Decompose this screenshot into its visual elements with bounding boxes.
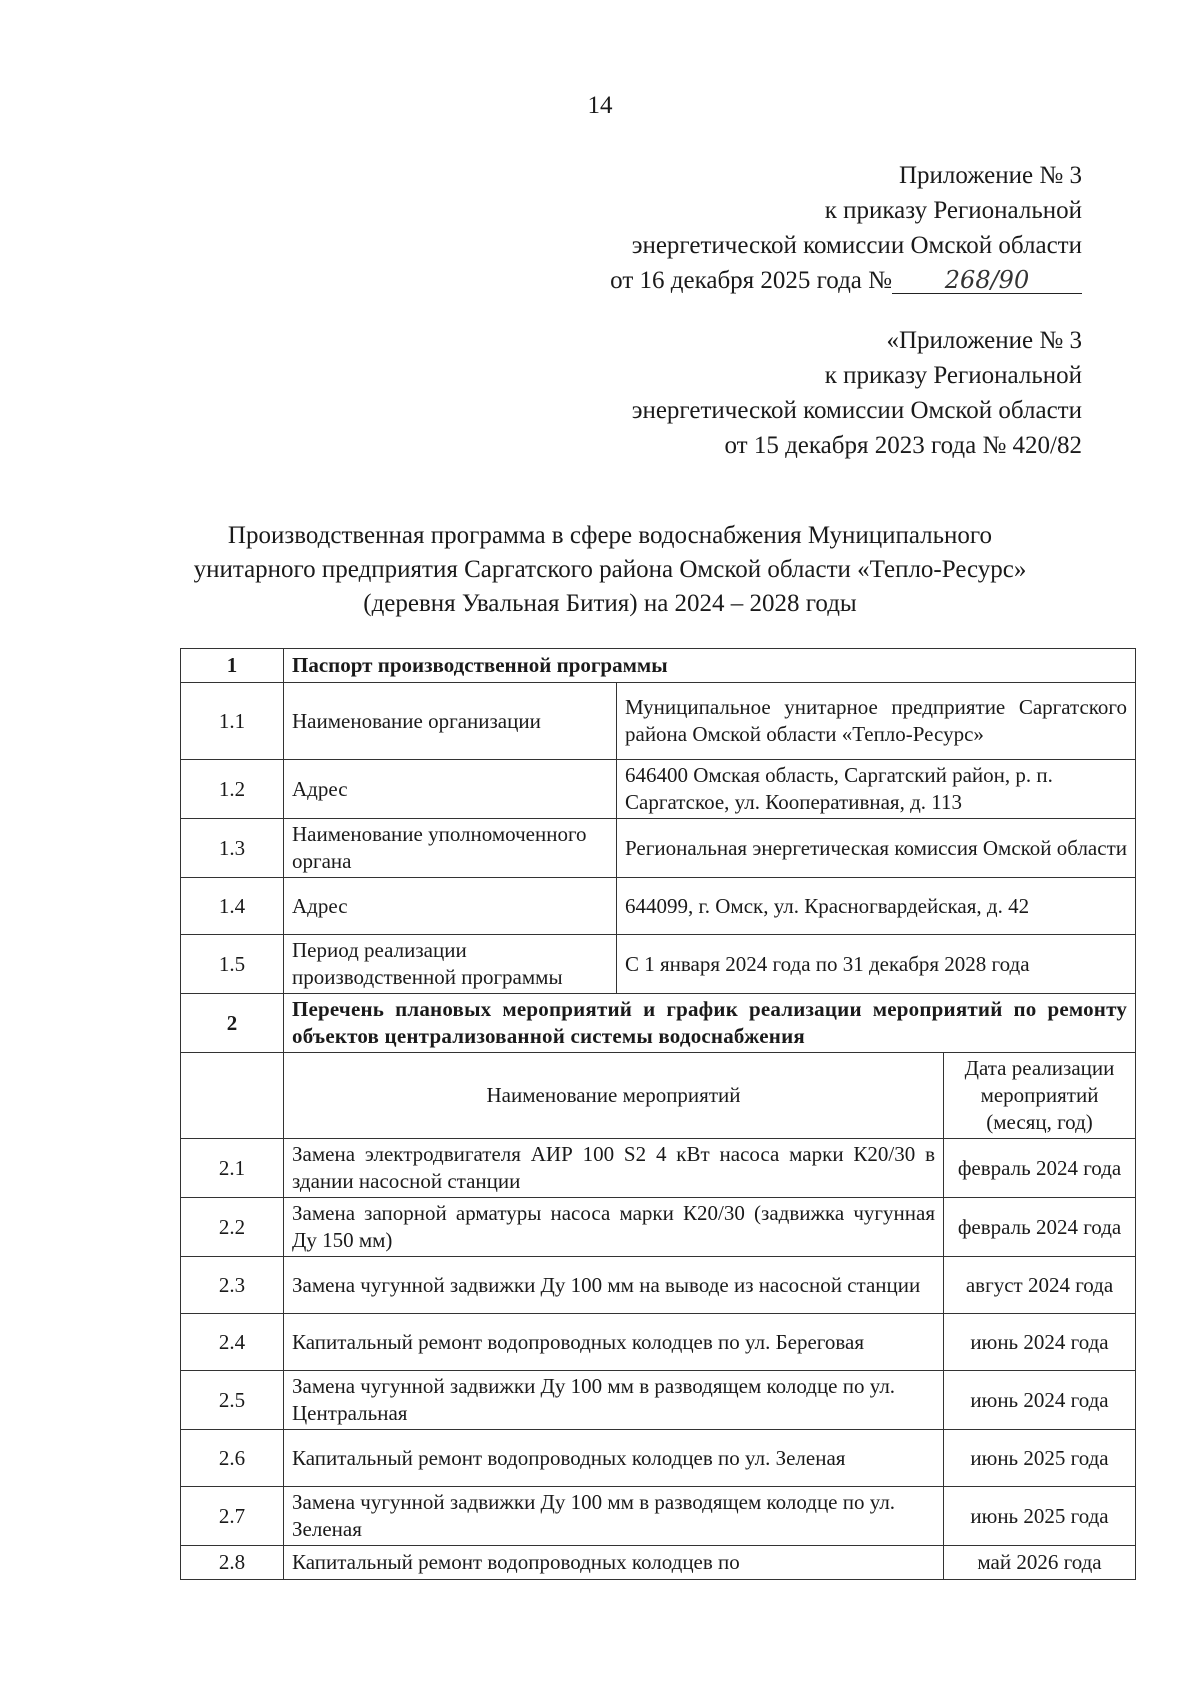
appendix-date-line bbox=[610, 263, 1082, 298]
production-program-table bbox=[180, 648, 1136, 1580]
row-label: Адрес bbox=[284, 878, 617, 935]
appendix-commission: энергетической комиссии Омской области bbox=[631, 232, 1082, 259]
table-row bbox=[181, 1371, 1136, 1430]
activity-name: Капитальный ремонт водопроводных колодцев по bbox=[284, 1546, 944, 1580]
activity-date: июнь 2024 года bbox=[944, 1371, 1136, 1430]
table-row bbox=[181, 1430, 1136, 1487]
table-row bbox=[181, 760, 1136, 819]
document-title-line: (деревня Увальная Бития) на 2024 – 2028 годы bbox=[363, 590, 857, 617]
table-row bbox=[181, 935, 1136, 994]
document-title bbox=[170, 519, 1050, 621]
activity-name: Замена чугунной задвижки Ду 100 мм в разводящем колодце по ул. Центральная bbox=[284, 1371, 944, 1430]
row-number: 2.4 bbox=[181, 1314, 284, 1371]
column-header-row bbox=[181, 1053, 1136, 1139]
row-label: Наименование уполномоченного органа bbox=[284, 819, 617, 878]
row-number: 2.8 bbox=[181, 1546, 284, 1580]
row-number: 2.6 bbox=[181, 1430, 284, 1487]
activity-date: август 2024 года bbox=[944, 1257, 1136, 1314]
row-number: 2.1 bbox=[181, 1139, 284, 1198]
appendix-title: Приложение № 3 bbox=[898, 162, 1082, 189]
row-number: 2.3 bbox=[181, 1257, 284, 1314]
document-title-line: Производственная программа в сфере водоснабжения Муниципального bbox=[227, 522, 993, 549]
activity-name: Замена чугунной задвижки Ду 100 мм на выводе из насосной станции bbox=[284, 1257, 944, 1314]
table-row bbox=[181, 878, 1136, 935]
empty-cell bbox=[181, 1053, 284, 1139]
column-header-date: Дата реализации мероприятий (месяц, год) bbox=[944, 1053, 1136, 1139]
activity-name: Капитальный ремонт водопроводных колодцев по ул. Береговая bbox=[284, 1314, 944, 1371]
row-value: Муниципальное унитарное предприятие Саргатского района Омской области «Тепло-Ресурс» bbox=[617, 683, 1136, 760]
activity-date: февраль 2024 года bbox=[944, 1139, 1136, 1198]
row-number: 1.4 bbox=[181, 878, 284, 935]
previous-appendix-commission: энергетической комиссии Омской области bbox=[631, 397, 1082, 424]
row-number: 1.3 bbox=[181, 819, 284, 878]
row-label: Наименование организации bbox=[284, 683, 617, 760]
row-number: 2.5 bbox=[181, 1371, 284, 1430]
activity-name: Замена запорной арматуры насоса марки К20/30 (задвижка чугунная Ду 150 мм) bbox=[284, 1198, 944, 1257]
previous-appendix-order-ref: к приказу Региональной bbox=[824, 362, 1082, 389]
row-number: 1.1 bbox=[181, 683, 284, 760]
column-header-name: Наименование мероприятий bbox=[284, 1053, 944, 1139]
section-number: 2 bbox=[181, 994, 284, 1053]
activity-date: май 2026 года bbox=[944, 1546, 1136, 1580]
activity-date: июнь 2024 года bbox=[944, 1314, 1136, 1371]
table-row bbox=[181, 683, 1136, 760]
row-number: 1.2 bbox=[181, 760, 284, 819]
table-row bbox=[181, 1546, 1136, 1580]
row-label: Период реализации производственной программы bbox=[284, 935, 617, 994]
table-row bbox=[181, 1198, 1136, 1257]
row-value: 644099, г. Омск, ул. Красногвардейская, д. 42 bbox=[617, 878, 1136, 935]
activity-name: Замена чугунной задвижки Ду 100 мм в разводящем колодце по ул. Зеленая bbox=[284, 1487, 944, 1546]
row-value: 646400 Омская область, Саргатский район, р. п. Саргатское, ул. Кооперативная, д. 113 bbox=[617, 760, 1136, 819]
row-number: 2.2 bbox=[181, 1198, 284, 1257]
previous-appendix-header bbox=[632, 323, 1082, 463]
row-label: Адрес bbox=[284, 760, 617, 819]
row-value: Региональная энергетическая комиссия Омской области bbox=[617, 819, 1136, 878]
row-number: 1.5 bbox=[181, 935, 284, 994]
activity-name: Капитальный ремонт водопроводных колодцев по ул. Зеленая bbox=[284, 1430, 944, 1487]
handwritten-order-number: 268/90 bbox=[892, 267, 1082, 294]
activity-date: июнь 2025 года bbox=[944, 1430, 1136, 1487]
table-row bbox=[181, 1257, 1136, 1314]
page-number: 14 bbox=[587, 92, 613, 119]
activity-date: июнь 2025 года bbox=[944, 1487, 1136, 1546]
previous-appendix-title: «Приложение № 3 bbox=[886, 327, 1082, 354]
previous-appendix-date: от 15 декабря 2023 года № 420/82 bbox=[724, 432, 1082, 459]
table-row bbox=[181, 1314, 1136, 1371]
section-header-row bbox=[181, 994, 1136, 1053]
section-header-row bbox=[181, 649, 1136, 683]
table-row bbox=[181, 819, 1136, 878]
document-title-line: унитарного предприятия Саргатского района Омской области «Тепло-Ресурс» bbox=[193, 556, 1027, 583]
section-title: Перечень плановых мероприятий и график реализации мероприятий по ремонту объектов централизованной системы водоснабжения bbox=[284, 994, 1136, 1053]
row-value: С 1 января 2024 года по 31 декабря 2028 года bbox=[617, 935, 1136, 994]
section-title: Паспорт производственной программы bbox=[284, 649, 1136, 683]
activity-date: февраль 2024 года bbox=[944, 1198, 1136, 1257]
table-row bbox=[181, 1139, 1136, 1198]
appendix-date: от 16 декабря 2025 года № bbox=[610, 267, 892, 294]
section-number: 1 bbox=[181, 649, 284, 683]
table-row bbox=[181, 1487, 1136, 1546]
appendix-order-ref: к приказу Региональной bbox=[824, 197, 1082, 224]
activity-name: Замена электродвигателя АИР 100 S2 4 кВт насоса марки К20/30 в здании насосной станции bbox=[284, 1139, 944, 1198]
row-number: 2.7 bbox=[181, 1487, 284, 1546]
appendix-header bbox=[610, 158, 1082, 298]
